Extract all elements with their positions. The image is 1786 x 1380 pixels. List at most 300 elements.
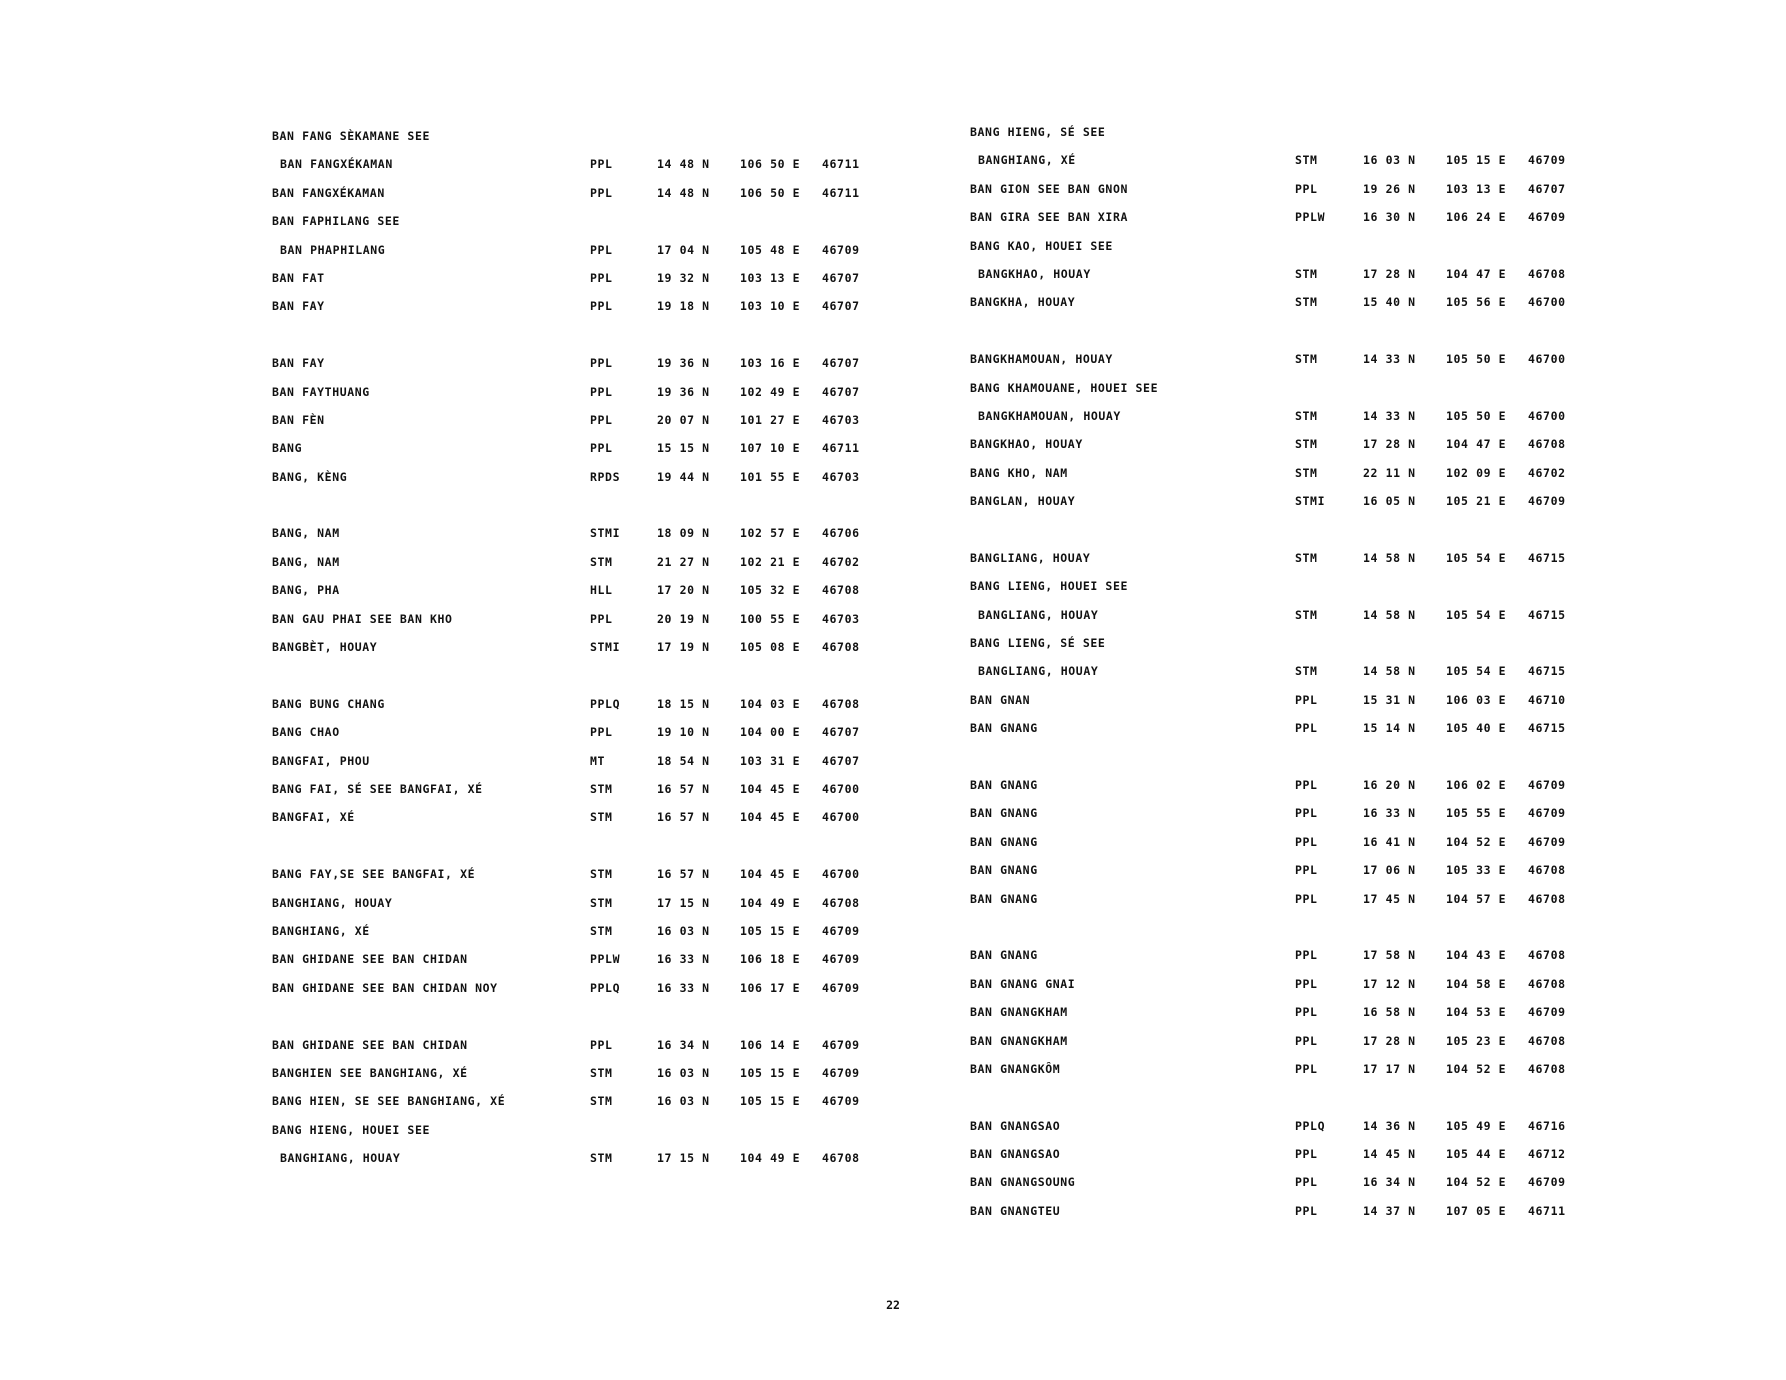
place-name: BANGKHAMOUAN, HOUAY bbox=[978, 408, 1121, 423]
feature-type: STM bbox=[590, 895, 613, 910]
place-name: BANG, PHA bbox=[272, 583, 340, 598]
longitude: 105 15 E bbox=[740, 1094, 801, 1109]
gazetteer-entry bbox=[272, 747, 912, 775]
feature-type: STMI bbox=[590, 640, 621, 655]
gazetteer-entry bbox=[970, 885, 1610, 913]
feature-type: PPL bbox=[1295, 948, 1318, 963]
gazetteer-entry bbox=[272, 1031, 912, 1059]
place-name: BANGLIANG, HOUAY bbox=[978, 664, 1099, 679]
longitude: 106 14 E bbox=[740, 1037, 801, 1052]
map-sheet-code: 46709 bbox=[822, 1037, 860, 1052]
gazetteer-entry bbox=[970, 572, 1610, 600]
map-sheet-code: 46707 bbox=[822, 356, 860, 371]
feature-type: PPL bbox=[590, 725, 613, 740]
longitude: 104 53 E bbox=[1446, 1005, 1507, 1020]
latitude: 19 10 N bbox=[657, 725, 710, 740]
latitude: 14 58 N bbox=[1363, 664, 1416, 679]
gazetteer-entry bbox=[970, 260, 1610, 288]
gazetteer-entry bbox=[272, 576, 912, 604]
gazetteer-entry bbox=[970, 856, 1610, 884]
latitude: 17 28 N bbox=[1363, 266, 1416, 281]
latitude: 16 05 N bbox=[1363, 494, 1416, 509]
latitude: 17 19 N bbox=[657, 640, 710, 655]
map-sheet-code: 46709 bbox=[1528, 777, 1566, 792]
feature-type: PPL bbox=[1295, 692, 1318, 707]
longitude: 105 40 E bbox=[1446, 721, 1507, 736]
map-sheet-code: 46703 bbox=[822, 469, 860, 484]
longitude: 101 55 E bbox=[740, 469, 801, 484]
longitude: 103 16 E bbox=[740, 356, 801, 371]
place-name: BANGKHAO, HOUAY bbox=[978, 266, 1091, 281]
latitude: 16 57 N bbox=[657, 810, 710, 825]
map-sheet-code: 46709 bbox=[1528, 834, 1566, 849]
latitude: 14 36 N bbox=[1363, 1118, 1416, 1133]
latitude: 16 33 N bbox=[657, 952, 710, 967]
feature-type: PPLQ bbox=[590, 980, 621, 995]
feature-type: STM bbox=[1295, 266, 1318, 281]
place-name: BANGFAI, XÉ bbox=[272, 810, 355, 825]
longitude: 105 23 E bbox=[1446, 1033, 1507, 1048]
feature-type: PPL bbox=[1295, 1147, 1318, 1162]
gazetteer-entry bbox=[970, 459, 1610, 487]
gazetteer-entry bbox=[272, 775, 912, 803]
feature-type: STMI bbox=[590, 526, 621, 541]
map-sheet-code: 46709 bbox=[822, 980, 860, 995]
latitude: 14 37 N bbox=[1363, 1203, 1416, 1218]
feature-type: STM bbox=[590, 781, 613, 796]
feature-type: STM bbox=[1295, 352, 1318, 367]
latitude: 15 31 N bbox=[1363, 692, 1416, 707]
place-name: BANG HIEN, SE SEE BANGHIANG, XÉ bbox=[272, 1094, 506, 1109]
place-name: BAN GHIDANE SEE BAN CHIDAN bbox=[272, 952, 468, 967]
map-sheet-code: 46708 bbox=[822, 1151, 860, 1166]
gazetteer-entry bbox=[272, 633, 912, 661]
latitude: 14 48 N bbox=[657, 185, 710, 200]
latitude: 17 45 N bbox=[1363, 891, 1416, 906]
longitude: 103 31 E bbox=[740, 753, 801, 768]
latitude: 16 03 N bbox=[657, 1094, 710, 1109]
place-name: BANGKHAMOUAN, HOUAY bbox=[970, 352, 1113, 367]
map-sheet-code: 46707 bbox=[822, 270, 860, 285]
gazetteer-entry bbox=[970, 686, 1610, 714]
place-name: BANGLIANG, HOUAY bbox=[978, 607, 1099, 622]
place-name: BANG KHO, NAM bbox=[970, 465, 1068, 480]
map-sheet-code: 46712 bbox=[1528, 1147, 1566, 1162]
latitude: 18 54 N bbox=[657, 753, 710, 768]
map-sheet-code: 46709 bbox=[822, 1094, 860, 1109]
gazetteer-entry bbox=[970, 118, 1610, 146]
place-name: BANG LIENG, HOUEI SEE bbox=[970, 579, 1128, 594]
latitude: 14 58 N bbox=[1363, 550, 1416, 565]
feature-type: STM bbox=[1295, 153, 1318, 168]
latitude: 17 04 N bbox=[657, 242, 710, 257]
place-name: BANGLAN, HOUAY bbox=[970, 494, 1076, 509]
gazetteer-entry bbox=[970, 771, 1610, 799]
map-sheet-code: 46716 bbox=[1528, 1118, 1566, 1133]
place-name: BANGHIANG, HOUAY bbox=[272, 895, 393, 910]
gazetteer-entry bbox=[970, 1197, 1610, 1225]
map-sheet-code: 46707 bbox=[822, 299, 860, 314]
gazetteer-entry bbox=[272, 463, 912, 491]
place-name: BANG FAY,SE SEE BANGFAI, XÉ bbox=[272, 867, 476, 882]
place-name: BAN GNAN bbox=[970, 692, 1031, 707]
gazetteer-entry bbox=[970, 828, 1610, 856]
gazetteer-entry bbox=[272, 236, 912, 264]
map-sheet-code: 46711 bbox=[1528, 1203, 1566, 1218]
map-sheet-code: 46708 bbox=[822, 583, 860, 598]
place-name: BANGKHA, HOUAY bbox=[970, 295, 1076, 310]
map-sheet-code: 46715 bbox=[1528, 664, 1566, 679]
latitude: 19 36 N bbox=[657, 356, 710, 371]
latitude: 14 48 N bbox=[657, 157, 710, 172]
latitude: 14 33 N bbox=[1363, 352, 1416, 367]
place-name: BANG KHAMOUANE, HOUEI SEE bbox=[970, 380, 1159, 395]
latitude: 17 28 N bbox=[1363, 437, 1416, 452]
place-name: BAN FAT bbox=[272, 270, 325, 285]
place-name: BAN FAY bbox=[272, 299, 325, 314]
gazetteer-entry bbox=[272, 150, 912, 178]
longitude: 105 56 E bbox=[1446, 295, 1507, 310]
gazetteer-entry bbox=[272, 803, 912, 831]
feature-type: PPL bbox=[590, 270, 613, 285]
gazetteer-entry bbox=[970, 374, 1610, 402]
map-sheet-code: 46709 bbox=[822, 242, 860, 257]
feature-type: HLL bbox=[590, 583, 613, 598]
map-sheet-code: 46709 bbox=[1528, 1175, 1566, 1190]
latitude: 18 15 N bbox=[657, 696, 710, 711]
feature-type: STM bbox=[1295, 550, 1318, 565]
gazetteer-entry bbox=[272, 1059, 912, 1087]
map-sheet-code: 46708 bbox=[1528, 976, 1566, 991]
map-sheet-code: 46708 bbox=[822, 640, 860, 655]
gazetteer-entry bbox=[272, 605, 912, 633]
map-sheet-code: 46702 bbox=[822, 554, 860, 569]
map-sheet-code: 46708 bbox=[1528, 1061, 1566, 1076]
longitude: 105 15 E bbox=[1446, 153, 1507, 168]
gazetteer-entry bbox=[970, 970, 1610, 998]
latitude: 17 15 N bbox=[657, 895, 710, 910]
gazetteer-entry bbox=[970, 1112, 1610, 1140]
place-name: BAN GNANGSAO bbox=[970, 1147, 1061, 1162]
feature-type: PPL bbox=[1295, 806, 1318, 821]
map-sheet-code: 46708 bbox=[822, 696, 860, 711]
feature-type: PPL bbox=[1295, 721, 1318, 736]
place-name: BANG BUNG CHANG bbox=[272, 696, 385, 711]
feature-type: PPL bbox=[1295, 1175, 1318, 1190]
feature-type: STM bbox=[1295, 465, 1318, 480]
place-name: BAN GNANG bbox=[970, 806, 1038, 821]
feature-type: PPL bbox=[1295, 777, 1318, 792]
gazetteer-entry bbox=[272, 434, 912, 462]
gazetteer-entry bbox=[970, 1168, 1610, 1196]
feature-type: STM bbox=[1295, 664, 1318, 679]
place-name: BAN GHIDANE SEE BAN CHIDAN bbox=[272, 1037, 468, 1052]
longitude: 107 05 E bbox=[1446, 1203, 1507, 1218]
feature-type: PPL bbox=[590, 242, 613, 257]
feature-type: PPL bbox=[590, 1037, 613, 1052]
map-sheet-code: 46709 bbox=[1528, 153, 1566, 168]
map-sheet-code: 46707 bbox=[822, 753, 860, 768]
latitude: 16 58 N bbox=[1363, 1005, 1416, 1020]
feature-type: STM bbox=[590, 1065, 613, 1080]
latitude: 15 40 N bbox=[1363, 295, 1416, 310]
place-name: BAN GNANG GNAI bbox=[970, 976, 1076, 991]
gazetteer-entry bbox=[970, 998, 1610, 1026]
feature-type: STM bbox=[1295, 408, 1318, 423]
feature-type: PPL bbox=[590, 185, 613, 200]
latitude: 15 14 N bbox=[1363, 721, 1416, 736]
latitude: 22 11 N bbox=[1363, 465, 1416, 480]
map-sheet-code: 46700 bbox=[822, 781, 860, 796]
gazetteer-entry bbox=[970, 345, 1610, 373]
place-name: BAN GION SEE BAN GNON bbox=[970, 181, 1128, 196]
latitude: 16 34 N bbox=[1363, 1175, 1416, 1190]
longitude: 100 55 E bbox=[740, 611, 801, 626]
gazetteer-entry bbox=[970, 402, 1610, 430]
latitude: 16 33 N bbox=[1363, 806, 1416, 821]
gazetteer-entry bbox=[272, 207, 912, 235]
feature-type: PPL bbox=[590, 412, 613, 427]
feature-type: STM bbox=[590, 1094, 613, 1109]
place-name: BANGHIANG, XÉ bbox=[272, 923, 370, 938]
feature-type: RPDS bbox=[590, 469, 621, 484]
latitude: 14 58 N bbox=[1363, 607, 1416, 622]
latitude: 14 33 N bbox=[1363, 408, 1416, 423]
map-sheet-code: 46708 bbox=[1528, 266, 1566, 281]
longitude: 104 00 E bbox=[740, 725, 801, 740]
gazetteer-entry bbox=[272, 917, 912, 945]
longitude: 105 48 E bbox=[740, 242, 801, 257]
longitude: 106 50 E bbox=[740, 157, 801, 172]
latitude: 16 03 N bbox=[657, 1065, 710, 1080]
longitude: 104 52 E bbox=[1446, 1175, 1507, 1190]
map-sheet-code: 46707 bbox=[1528, 181, 1566, 196]
longitude: 105 50 E bbox=[1446, 352, 1507, 367]
feature-type: STM bbox=[1295, 437, 1318, 452]
latitude: 16 57 N bbox=[657, 867, 710, 882]
map-sheet-code: 46707 bbox=[822, 384, 860, 399]
latitude: 17 12 N bbox=[1363, 976, 1416, 991]
place-name: BANG KAO, HOUEI SEE bbox=[970, 238, 1113, 253]
gazetteer-entry bbox=[272, 945, 912, 973]
longitude: 104 49 E bbox=[740, 1151, 801, 1166]
longitude: 105 15 E bbox=[740, 1065, 801, 1080]
place-name: BAN FANGXÉKAMAN bbox=[272, 185, 385, 200]
place-name: BANGFAI, PHOU bbox=[272, 753, 370, 768]
latitude: 17 15 N bbox=[657, 1151, 710, 1166]
gazetteer-entry bbox=[272, 122, 912, 150]
gazetteer-entry bbox=[970, 487, 1610, 515]
place-name: BAN GIRA SEE BAN XIRA bbox=[970, 210, 1128, 225]
longitude: 104 45 E bbox=[740, 781, 801, 796]
longitude: 104 57 E bbox=[1446, 891, 1507, 906]
place-name: BAN GNANG bbox=[970, 721, 1038, 736]
feature-type: PPL bbox=[1295, 863, 1318, 878]
longitude: 105 33 E bbox=[1446, 863, 1507, 878]
feature-type: PPL bbox=[590, 157, 613, 172]
feature-type: PPLW bbox=[590, 952, 621, 967]
gazetteer-entry bbox=[272, 974, 912, 1002]
gazetteer-entry bbox=[272, 718, 912, 746]
map-sheet-code: 46708 bbox=[1528, 891, 1566, 906]
feature-type: PPL bbox=[1295, 834, 1318, 849]
latitude: 17 58 N bbox=[1363, 948, 1416, 963]
gazetteer-entry bbox=[272, 349, 912, 377]
longitude: 104 45 E bbox=[740, 867, 801, 882]
gazetteer-entry bbox=[970, 146, 1610, 174]
place-name: BANG FAI, SÉ SEE BANGFAI, XÉ bbox=[272, 781, 483, 796]
feature-type: PPL bbox=[590, 441, 613, 456]
map-sheet-code: 46708 bbox=[1528, 437, 1566, 452]
map-sheet-code: 46708 bbox=[822, 895, 860, 910]
latitude: 15 15 N bbox=[657, 441, 710, 456]
latitude: 17 06 N bbox=[1363, 863, 1416, 878]
longitude: 105 32 E bbox=[740, 583, 801, 598]
longitude: 105 21 E bbox=[1446, 494, 1507, 509]
place-name: BAN GHIDANE SEE BAN CHIDAN NOY bbox=[272, 980, 498, 995]
longitude: 105 55 E bbox=[1446, 806, 1507, 821]
place-name: BAN FAPHILANG SEE bbox=[272, 214, 400, 229]
gazetteer-entry bbox=[970, 629, 1610, 657]
place-name: BAN PHAPHILANG bbox=[280, 242, 386, 257]
map-sheet-code: 46711 bbox=[822, 185, 860, 200]
latitude: 18 09 N bbox=[657, 526, 710, 541]
map-sheet-code: 46715 bbox=[1528, 721, 1566, 736]
feature-type: PPL bbox=[1295, 1005, 1318, 1020]
feature-type: PPL bbox=[1295, 1033, 1318, 1048]
map-sheet-code: 46711 bbox=[822, 157, 860, 172]
latitude: 16 20 N bbox=[1363, 777, 1416, 792]
latitude: 17 20 N bbox=[657, 583, 710, 598]
gazetteer-entry bbox=[272, 179, 912, 207]
gazetteer-entry bbox=[272, 406, 912, 434]
latitude: 21 27 N bbox=[657, 554, 710, 569]
feature-type: STM bbox=[1295, 607, 1318, 622]
latitude: 19 32 N bbox=[657, 270, 710, 285]
gazetteer-entry bbox=[970, 1055, 1610, 1083]
longitude: 104 43 E bbox=[1446, 948, 1507, 963]
map-sheet-code: 46700 bbox=[1528, 352, 1566, 367]
longitude: 102 57 E bbox=[740, 526, 801, 541]
map-sheet-code: 46709 bbox=[1528, 806, 1566, 821]
gazetteer-entry bbox=[272, 519, 912, 547]
feature-type: PPLQ bbox=[1295, 1118, 1326, 1133]
longitude: 104 03 E bbox=[740, 696, 801, 711]
gazetteer-entry bbox=[970, 601, 1610, 629]
map-sheet-code: 46700 bbox=[1528, 408, 1566, 423]
map-sheet-code: 46709 bbox=[822, 952, 860, 967]
latitude: 19 18 N bbox=[657, 299, 710, 314]
longitude: 104 52 E bbox=[1446, 834, 1507, 849]
place-name: BANG HIENG, SÉ SEE bbox=[970, 125, 1106, 139]
place-name: BANGLIANG, HOUAY bbox=[970, 550, 1091, 565]
place-name: BANG HIENG, HOUEI SEE bbox=[272, 1122, 430, 1137]
longitude: 105 44 E bbox=[1446, 1147, 1507, 1162]
longitude: 103 13 E bbox=[1446, 181, 1507, 196]
longitude: 106 50 E bbox=[740, 185, 801, 200]
place-name: BAN FAYTHUANG bbox=[272, 384, 370, 399]
latitude: 17 28 N bbox=[1363, 1033, 1416, 1048]
place-name: BANG, NAM bbox=[272, 526, 340, 541]
map-sheet-code: 46711 bbox=[822, 441, 860, 456]
gazetteer-entry bbox=[272, 548, 912, 576]
gazetteer-entry bbox=[970, 1027, 1610, 1055]
longitude: 102 09 E bbox=[1446, 465, 1507, 480]
feature-type: PPL bbox=[590, 356, 613, 371]
map-sheet-code: 46700 bbox=[1528, 295, 1566, 310]
gazetteer-entry bbox=[970, 941, 1610, 969]
longitude: 105 49 E bbox=[1446, 1118, 1507, 1133]
place-name: BANG, KÈNG bbox=[272, 469, 348, 484]
longitude: 106 02 E bbox=[1446, 777, 1507, 792]
latitude: 16 33 N bbox=[657, 980, 710, 995]
feature-type: STM bbox=[590, 554, 613, 569]
longitude: 106 03 E bbox=[1446, 692, 1507, 707]
feature-type: PPL bbox=[1295, 1061, 1318, 1076]
gazetteer-entry bbox=[970, 430, 1610, 458]
place-name: BANG bbox=[272, 441, 303, 456]
longitude: 104 47 E bbox=[1446, 266, 1507, 281]
left-column bbox=[272, 122, 912, 1172]
gazetteer-entry bbox=[272, 378, 912, 406]
gazetteer-entry bbox=[272, 292, 912, 320]
map-sheet-code: 46715 bbox=[1528, 550, 1566, 565]
latitude: 16 30 N bbox=[1363, 210, 1416, 225]
longitude: 106 18 E bbox=[740, 952, 801, 967]
longitude: 105 54 E bbox=[1446, 664, 1507, 679]
longitude: 105 08 E bbox=[740, 640, 801, 655]
map-sheet-code: 46703 bbox=[822, 611, 860, 626]
longitude: 103 13 E bbox=[740, 270, 801, 285]
feature-type: PPL bbox=[1295, 181, 1318, 196]
longitude: 104 58 E bbox=[1446, 976, 1507, 991]
place-name: BANG, NAM bbox=[272, 554, 340, 569]
place-name: BAN FANG SÈKAMANE SEE bbox=[272, 129, 430, 143]
place-name: BAN FÈN bbox=[272, 412, 325, 427]
place-name: BAN GNANG bbox=[970, 834, 1038, 849]
gazetteer-entry bbox=[272, 1144, 912, 1172]
gazetteer-entry bbox=[970, 175, 1610, 203]
longitude: 103 10 E bbox=[740, 299, 801, 314]
feature-type: PPL bbox=[590, 384, 613, 399]
page-number: 22 bbox=[886, 1298, 900, 1312]
gazetteer-entry bbox=[272, 1116, 912, 1144]
place-name: BAN GNANG bbox=[970, 863, 1038, 878]
map-sheet-code: 46710 bbox=[1528, 692, 1566, 707]
gazetteer-entry bbox=[272, 690, 912, 718]
feature-type: PPL bbox=[1295, 976, 1318, 991]
longitude: 106 17 E bbox=[740, 980, 801, 995]
feature-type: PPLQ bbox=[590, 696, 621, 711]
place-name: BANG LIENG, SÉ SEE bbox=[970, 636, 1106, 651]
place-name: BANGHIEN SEE BANGHIANG, XÉ bbox=[272, 1065, 468, 1080]
map-sheet-code: 46708 bbox=[1528, 948, 1566, 963]
feature-type: STM bbox=[590, 810, 613, 825]
latitude: 16 57 N bbox=[657, 781, 710, 796]
latitude: 16 41 N bbox=[1363, 834, 1416, 849]
gazetteer-entry bbox=[970, 288, 1610, 316]
map-sheet-code: 46709 bbox=[1528, 494, 1566, 509]
place-name: BANG CHAO bbox=[272, 725, 340, 740]
map-sheet-code: 46707 bbox=[822, 725, 860, 740]
place-name: BAN GNANG bbox=[970, 777, 1038, 792]
feature-type: STM bbox=[1295, 295, 1318, 310]
latitude: 19 44 N bbox=[657, 469, 710, 484]
latitude: 16 34 N bbox=[657, 1037, 710, 1052]
latitude: 16 03 N bbox=[657, 923, 710, 938]
feature-type: PPL bbox=[590, 611, 613, 626]
place-name: BAN FAY bbox=[272, 356, 325, 371]
